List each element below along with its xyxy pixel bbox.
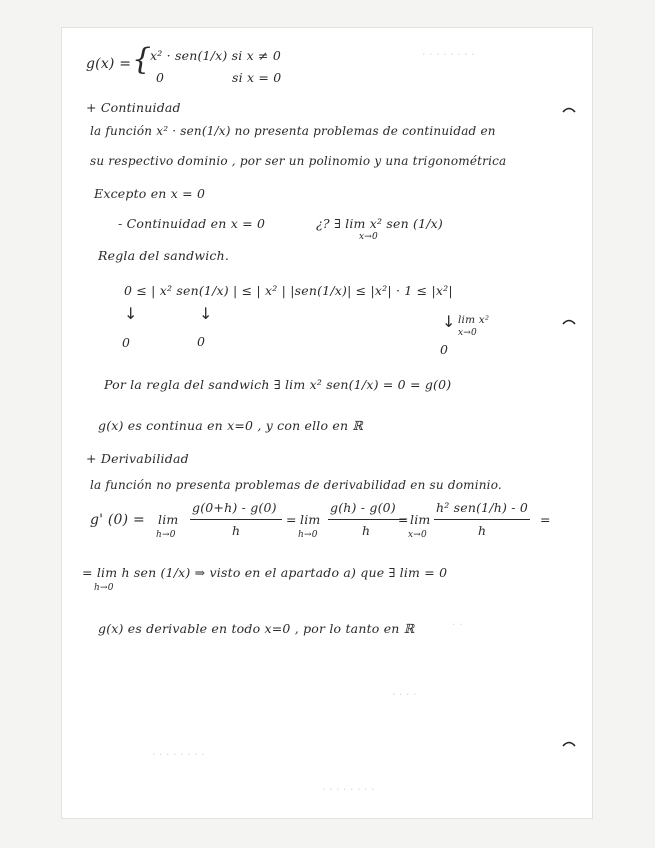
continuity-line-1: la función x² · sen(1/x) no presenta problemas de continuidad en bbox=[90, 124, 496, 138]
bleed-through-text: · · bbox=[452, 618, 463, 631]
sandwich-rule-label: Regla del sandwich. bbox=[98, 248, 230, 263]
limit-symbol-2: lim bbox=[300, 512, 321, 527]
limit-symbol-3: lim bbox=[410, 512, 431, 527]
piecewise-brace: { bbox=[132, 42, 152, 77]
arrow-down-icon: ↓ bbox=[442, 312, 456, 331]
function-name: g(x) = bbox=[86, 56, 132, 72]
piecewise-case-2-condition: si x = 0 bbox=[232, 70, 282, 85]
bleed-through-text: · · · · · · · · bbox=[322, 783, 375, 796]
sandwich-inequality: 0 ≤ | x² sen(1/x) | ≤ | x² | |sen(1/x)| ≤ |x²| · 1 ≤ |x²| bbox=[124, 283, 453, 298]
trailing-equals: = bbox=[540, 512, 551, 527]
binder-hole-mark bbox=[562, 106, 576, 114]
continuity-line-3: Excepto en x = 0 bbox=[94, 186, 206, 201]
bleed-through-text: · · · · bbox=[392, 688, 417, 701]
arrow-down-icon: ↓ bbox=[199, 304, 213, 323]
derivative-lhs: g' (0) = bbox=[90, 512, 145, 528]
limit-right: lim x² bbox=[458, 314, 490, 326]
piecewise-case-1: x² · sen(1/x) si x ≠ 0 bbox=[150, 48, 281, 63]
derivability-line-1: la función no presenta problemas de derivabilidad en su dominio. bbox=[90, 478, 502, 492]
arrow-down-icon: ↓ bbox=[124, 304, 138, 323]
limit-exists-question: ¿? ∃ lim x² sen (1/x) bbox=[316, 216, 443, 231]
difference-quotient-denominator-2: h bbox=[362, 523, 371, 538]
continuity-check: - Continuidad en x = 0 bbox=[118, 216, 266, 231]
equals-sign: = bbox=[286, 512, 297, 527]
fraction-bar bbox=[434, 519, 530, 520]
continuity-heading: + Continuidad bbox=[86, 100, 181, 115]
fraction-bar bbox=[328, 519, 406, 520]
limit-symbol-1: lim bbox=[158, 512, 179, 527]
difference-quotient-numerator-1: g(0+h) - g(0) bbox=[192, 500, 277, 515]
continuity-conclusion-2: g(x) es continua en x=0 , y con ello en ℝ bbox=[98, 418, 363, 433]
piecewise-case-2-value: 0 bbox=[156, 70, 165, 85]
equals-sign: = bbox=[398, 512, 409, 527]
difference-quotient-denominator-3: h bbox=[478, 523, 487, 538]
derivability-conclusion: g(x) es derivable en todo x=0 , por lo tanto en ℝ bbox=[98, 621, 415, 636]
derivability-line-2-subscript: h→0 bbox=[94, 583, 114, 593]
limit-zero-left: 0 bbox=[122, 335, 131, 350]
continuity-conclusion-1: Por la regla del sandwich ∃ lim x² sen(1/x) = 0 = g(0) bbox=[104, 377, 452, 392]
limit-right-subscript: x→0 bbox=[458, 328, 477, 338]
difference-quotient-numerator-3: h² sen(1/h) - 0 bbox=[436, 500, 528, 515]
difference-quotient-numerator-2: g(h) - g(0) bbox=[330, 500, 396, 515]
limit-subscript-2: h→0 bbox=[298, 530, 318, 540]
limit-subscript-3: x→0 bbox=[408, 530, 427, 540]
continuity-line-2: su respectivo dominio , por ser un polinomio y una trigonométrica bbox=[90, 154, 507, 168]
binder-hole-mark bbox=[562, 740, 576, 748]
derivability-heading: + Derivabilidad bbox=[86, 451, 189, 466]
limit-exists-subscript: x→0 bbox=[359, 232, 378, 242]
limit-subscript-1: h→0 bbox=[156, 530, 176, 540]
bleed-through-text: · · · · · · · · bbox=[422, 48, 475, 61]
limit-zero-right: 0 bbox=[440, 342, 449, 357]
derivability-line-2: = lim h sen (1/x) ⇒ visto en el apartado a) que ∃ lim = 0 bbox=[82, 565, 448, 580]
notebook-page bbox=[62, 28, 592, 818]
binder-hole-mark bbox=[562, 318, 576, 326]
bleed-through-text: · · · · · · · · bbox=[152, 748, 205, 761]
limit-zero-middle: 0 bbox=[197, 334, 206, 349]
fraction-bar bbox=[190, 519, 282, 520]
difference-quotient-denominator-1: h bbox=[232, 523, 241, 538]
